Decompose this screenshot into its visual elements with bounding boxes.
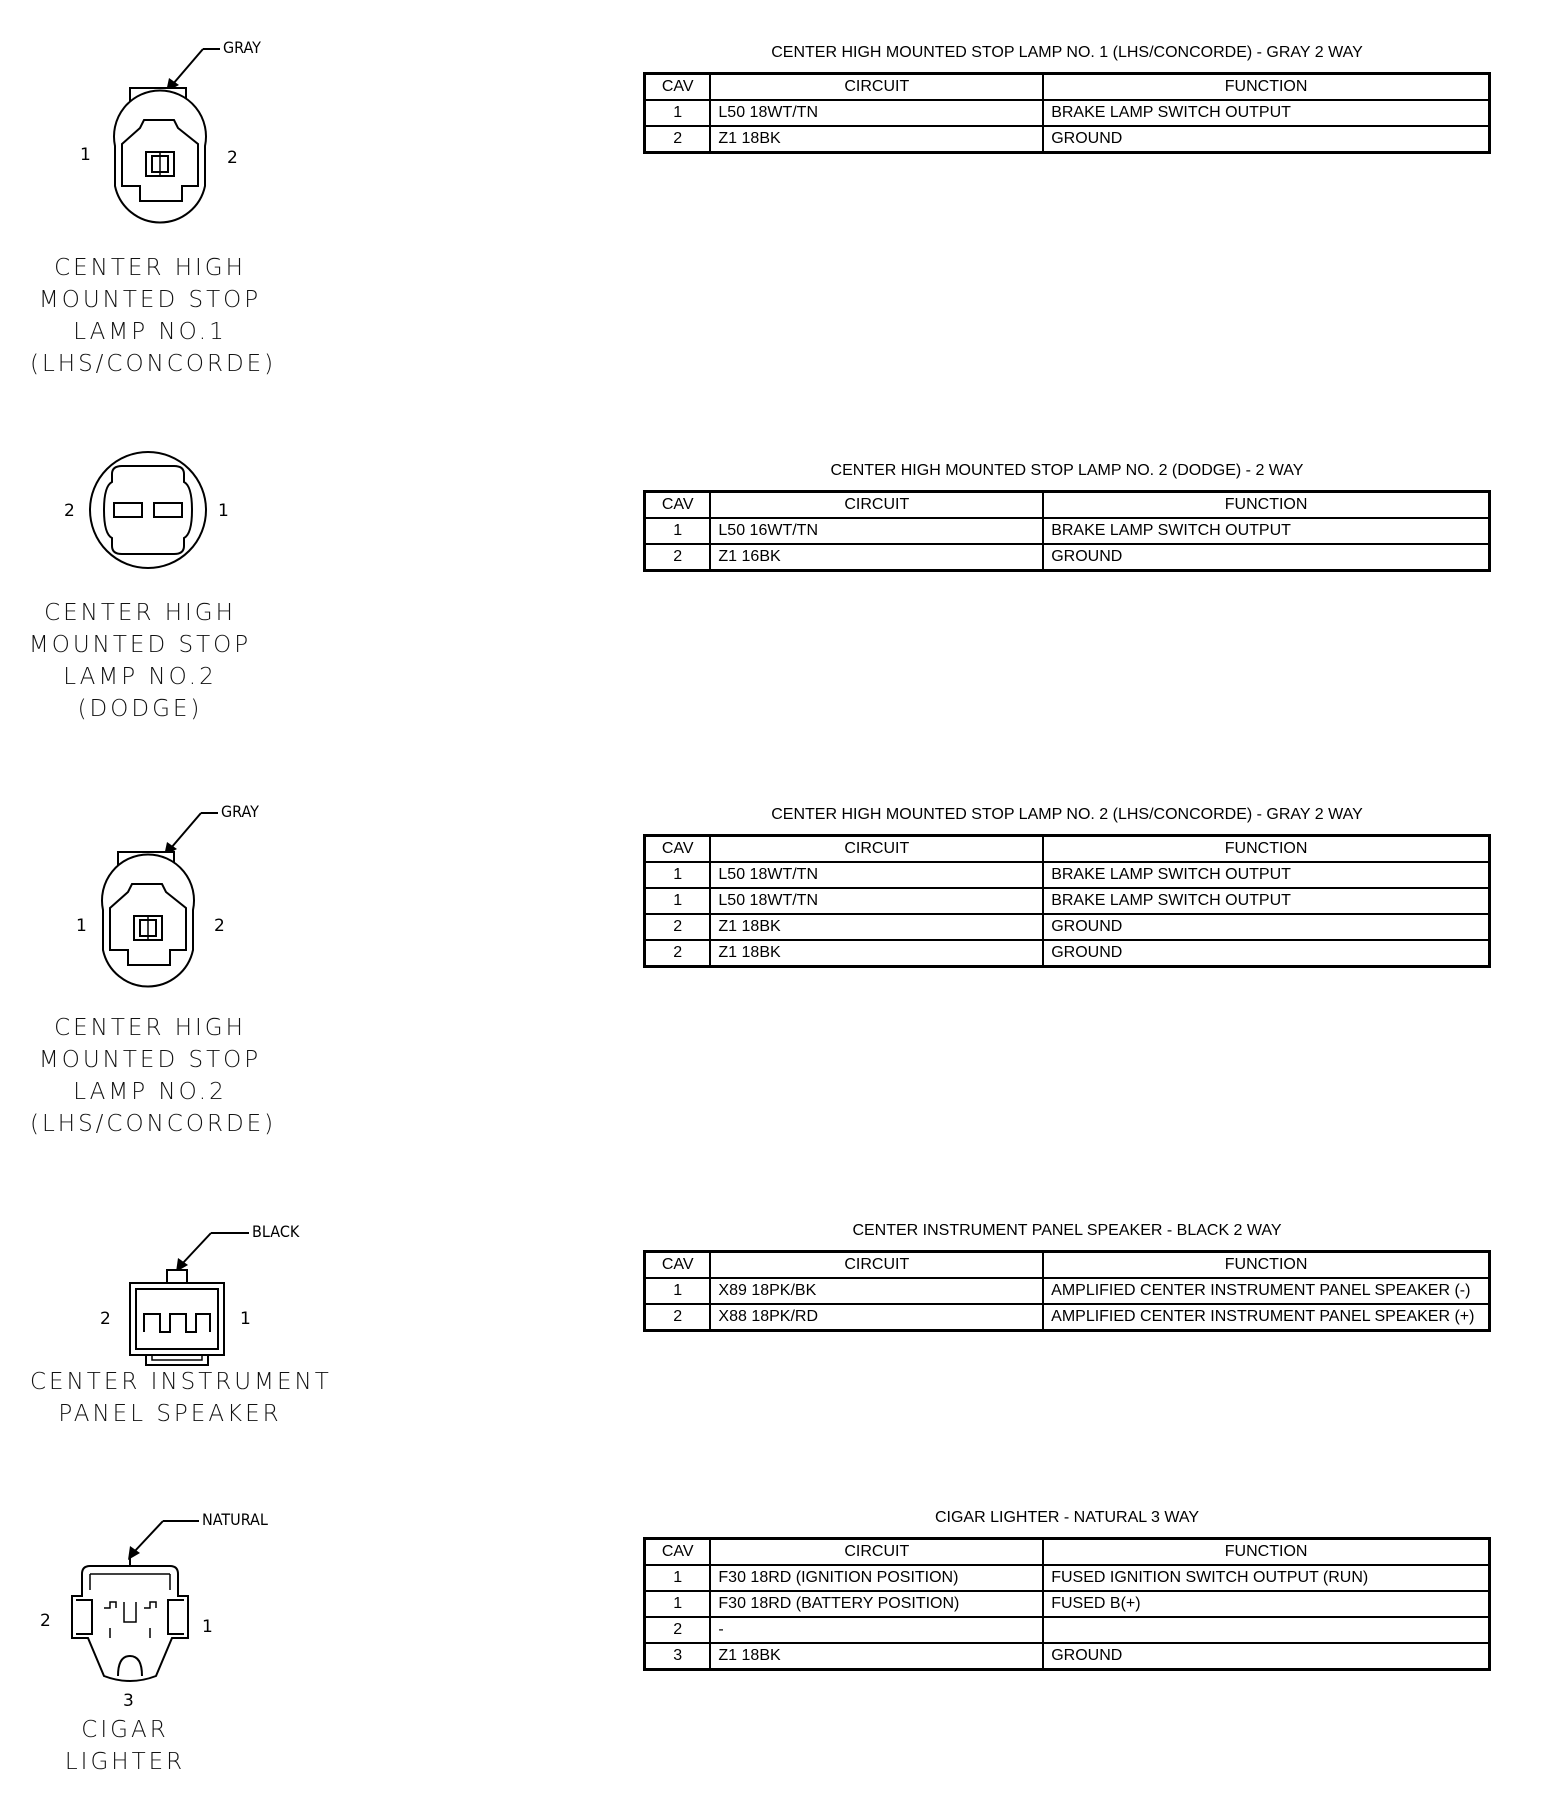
header-cav: CAV	[645, 836, 711, 863]
table-header-row	[645, 1539, 1490, 1566]
function-cell: AMPLIFIED CENTER INSTRUMENT PANEL SPEAKER (+)	[1043, 1304, 1489, 1331]
connector-caption: CENTER INSTRUMENT PANEL SPEAKER	[30, 1369, 332, 1427]
cav-cell: 2	[645, 126, 711, 153]
table-header-row	[645, 74, 1490, 101]
function-cell: GROUND	[1043, 1643, 1489, 1670]
connector-caption: CIGAR LIGHTER	[64, 1717, 186, 1775]
table-title: CENTER HIGH MOUNTED STOP LAMP NO. 2 (DODGE) - 2 WAY	[830, 462, 1304, 479]
pin-number-label: 2	[227, 148, 238, 168]
table-title: CENTER HIGH MOUNTED STOP LAMP NO. 1 (LHS/CONCORDE) - GRAY 2 WAY	[771, 44, 1363, 61]
pinout-table	[643, 490, 1491, 572]
circuit-cell: X88 18PK/RD	[710, 1304, 1043, 1331]
circuit-cell: Z1 18BK	[710, 1643, 1043, 1670]
cav-cell: 1	[645, 1565, 711, 1591]
header-circuit: CIRCUIT	[710, 74, 1043, 101]
connector-diagram-chmsl-2-lhs	[68, 800, 288, 990]
header-cav: CAV	[645, 492, 711, 519]
table-row	[645, 518, 1490, 544]
connector-diagram-speaker	[90, 1220, 310, 1360]
connector-caption: CENTER HIGH MOUNTED STOP LAMP NO.2 (DODGE)	[28, 600, 252, 722]
pin-number-label: 3	[123, 1691, 134, 1711]
circuit-cell: F30 18RD (IGNITION POSITION)	[710, 1565, 1043, 1591]
function-cell: BRAKE LAMP SWITCH OUTPUT	[1043, 100, 1489, 126]
function-cell: GROUND	[1043, 940, 1489, 967]
pin-number-label: 2	[100, 1309, 111, 1329]
connector-caption: CENTER HIGH MOUNTED STOP LAMP NO.2 (LHS/CONCORDE)	[30, 1015, 277, 1137]
rectangular-connector-icon	[90, 1220, 310, 1360]
function-cell: AMPLIFIED CENTER INSTRUMENT PANEL SPEAKER (-)	[1043, 1278, 1489, 1304]
function-cell: BRAKE LAMP SWITCH OUTPUT	[1043, 862, 1489, 888]
table-row	[645, 888, 1490, 914]
circuit-cell: Z1 18BK	[710, 940, 1043, 967]
cav-cell: 2	[645, 914, 711, 940]
function-cell: GROUND	[1043, 126, 1489, 153]
table-row	[645, 1643, 1490, 1670]
cav-cell: 1	[645, 518, 711, 544]
header-function: FUNCTION	[1043, 1539, 1489, 1566]
connector-diagram-chmsl-2-dodge	[58, 452, 258, 582]
function-cell: GROUND	[1043, 914, 1489, 940]
cav-cell: 2	[645, 940, 711, 967]
round-connector-icon	[70, 36, 290, 226]
header-cav: CAV	[645, 74, 711, 101]
pin-number-label: 2	[40, 1611, 51, 1631]
pinout-table	[643, 1250, 1491, 1332]
table-title: CENTER INSTRUMENT PANEL SPEAKER - BLACK 2 WAY	[852, 1222, 1282, 1239]
function-cell: GROUND	[1043, 544, 1489, 571]
function-cell: BRAKE LAMP SWITCH OUTPUT	[1043, 518, 1489, 544]
wire-color-label: GRAY	[223, 38, 261, 57]
table-row	[645, 940, 1490, 967]
pinout-table	[643, 834, 1491, 968]
connector-diagram-chmsl-1	[70, 36, 290, 226]
function-cell: FUSED IGNITION SWITCH OUTPUT (RUN)	[1043, 1565, 1489, 1591]
table-row	[645, 1304, 1490, 1331]
circuit-cell: L50 18WT/TN	[710, 862, 1043, 888]
circuit-cell: L50 18WT/TN	[710, 888, 1043, 914]
cav-cell: 1	[645, 888, 711, 914]
wire-color-label: GRAY	[221, 802, 259, 821]
pin-number-label: 1	[76, 916, 87, 936]
header-function: FUNCTION	[1043, 836, 1489, 863]
table-row	[645, 1591, 1490, 1617]
pin-number-label: 2	[214, 916, 225, 936]
circuit-cell: -	[710, 1617, 1043, 1643]
table-row	[645, 1617, 1490, 1643]
connector-diagram-cigar-lighter	[30, 1508, 290, 1718]
table-header-row	[645, 492, 1490, 519]
header-function: FUNCTION	[1043, 492, 1489, 519]
table-row	[645, 126, 1490, 153]
table-header-row	[645, 836, 1490, 863]
cigar-lighter-connector-icon	[30, 1508, 290, 1718]
cav-cell: 1	[645, 1591, 711, 1617]
pinout-table	[643, 1537, 1491, 1671]
header-circuit: CIRCUIT	[710, 836, 1043, 863]
table-row	[645, 1278, 1490, 1304]
table-row	[645, 862, 1490, 888]
header-cav: CAV	[645, 1539, 711, 1566]
function-cell: FUSED B(+)	[1043, 1591, 1489, 1617]
cav-cell: 1	[645, 862, 711, 888]
circuit-cell: X89 18PK/BK	[710, 1278, 1043, 1304]
cav-cell: 2	[645, 1304, 711, 1331]
pinout-table	[643, 72, 1491, 154]
round-connector-icon	[68, 800, 288, 990]
cav-cell: 1	[645, 1278, 711, 1304]
wire-color-label: BLACK	[252, 1222, 300, 1241]
cav-cell: 2	[645, 1617, 711, 1643]
circuit-cell: L50 18WT/TN	[710, 100, 1043, 126]
pin-number-label: 1	[218, 501, 229, 521]
table-title: CIGAR LIGHTER - NATURAL 3 WAY	[934, 1509, 1200, 1526]
header-circuit: CIRCUIT	[710, 1252, 1043, 1279]
pin-number-label: 1	[202, 1617, 213, 1637]
table-row	[645, 914, 1490, 940]
circuit-cell: Z1 18BK	[710, 126, 1043, 153]
function-cell	[1043, 1617, 1489, 1643]
pin-number-label: 2	[64, 501, 75, 521]
cav-cell: 2	[645, 544, 711, 571]
table-row	[645, 100, 1490, 126]
header-circuit: CIRCUIT	[710, 1539, 1043, 1566]
circuit-cell: L50 16WT/TN	[710, 518, 1043, 544]
round-two-pin-connector-icon	[58, 452, 258, 582]
circuit-cell: Z1 16BK	[710, 544, 1043, 571]
table-title: CENTER HIGH MOUNTED STOP LAMP NO. 2 (LHS/CONCORDE) - GRAY 2 WAY	[771, 806, 1363, 823]
header-circuit: CIRCUIT	[710, 492, 1043, 519]
header-cav: CAV	[645, 1252, 711, 1279]
cav-cell: 3	[645, 1643, 711, 1670]
pin-number-label: 1	[240, 1309, 251, 1329]
connector-caption: CENTER HIGH MOUNTED STOP LAMP NO.1 (LHS/CONCORDE)	[30, 255, 277, 377]
cav-cell: 1	[645, 100, 711, 126]
table-row	[645, 544, 1490, 571]
pin-number-label: 1	[80, 145, 91, 165]
table-row	[645, 1565, 1490, 1591]
wire-color-label: NATURAL	[202, 1510, 268, 1529]
table-header-row	[645, 1252, 1490, 1279]
circuit-cell: F30 18RD (BATTERY POSITION)	[710, 1591, 1043, 1617]
header-function: FUNCTION	[1043, 1252, 1489, 1279]
circuit-cell: Z1 18BK	[710, 914, 1043, 940]
function-cell: BRAKE LAMP SWITCH OUTPUT	[1043, 888, 1489, 914]
header-function: FUNCTION	[1043, 74, 1489, 101]
